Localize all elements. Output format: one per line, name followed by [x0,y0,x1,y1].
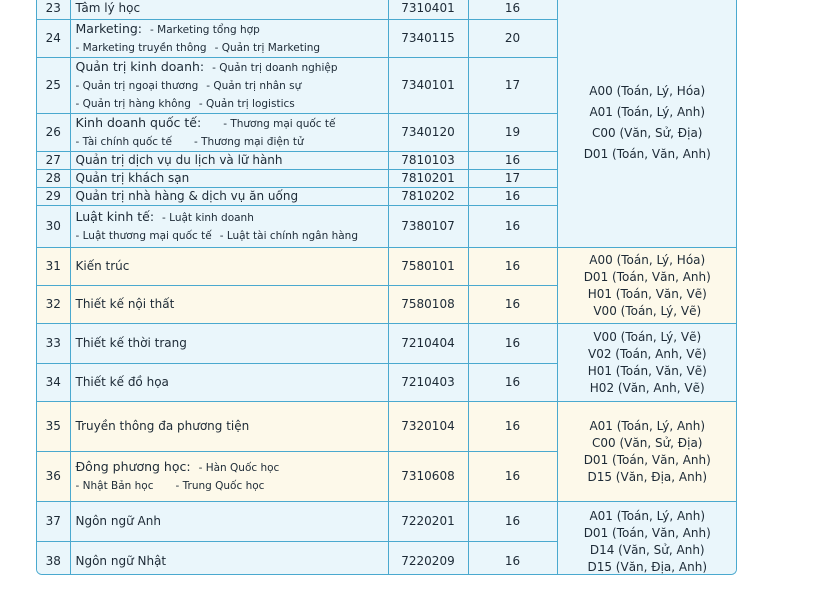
score: 16 [468,152,557,170]
combo-item: C00 (Văn, Sử, Địa) [592,125,703,140]
combo-item: V00 (Toán, Lý, Vẽ) [593,303,702,318]
score: 16 [468,0,557,20]
table-row [37,402,737,452]
major-code: 7810103 [388,152,468,170]
sub-major: - Hàn Quốc học [198,462,280,474]
sub-major: - Quản trị doanh nghiệp [212,62,338,74]
major-name: Thiết kế nội thất [70,286,388,324]
major-code: 7220209 [388,542,468,576]
sub-major: - Marketing tổng hợp [150,24,260,36]
row-number: 25 [37,58,70,114]
major-name: Quản trị dịch vụ du lịch và lữ hành [70,152,388,170]
score: 16 [468,402,557,452]
row-number: 34 [37,364,70,402]
sub-major: - Quản trị logistics [198,98,295,110]
major-name-cell [70,452,388,502]
sub-major: - Marketing truyền thông [75,42,207,54]
subject-combinations [557,502,737,576]
subject-combinations [557,402,737,502]
sub-major: - Nhật Bản học [75,480,154,492]
combo-item: D15 (Văn, Địa, Anh) [587,469,708,484]
major-code: 7340115 [388,20,468,58]
score: 16 [468,364,557,402]
sub-major: - Luật thương mại quốc tế [75,230,212,242]
combo-item: D01 (Toán, Văn, Anh) [583,269,711,284]
table-row [37,324,737,364]
majors-table [37,0,737,575]
combo-item: D14 (Văn, Sử, Anh) [589,542,705,557]
row-number: 35 [37,402,70,452]
table-row [37,248,737,286]
score: 17 [468,170,557,188]
sub-major: - Quản trị ngoại thương [75,80,199,92]
row-number: 31 [37,248,70,286]
row-number: 32 [37,286,70,324]
row-number: 26 [37,114,70,152]
sub-major: - Thương mại quốc tế [223,118,336,130]
major-code: 7320104 [388,402,468,452]
major-name-cell [70,206,388,248]
sub-major: - Quản trị Marketing [214,42,321,54]
major-name: Ngôn ngữ Anh [70,502,388,542]
major-code: 7310401 [388,0,468,20]
combo-item: V02 (Toán, Anh, Vẽ) [587,346,707,361]
major-code: 7210403 [388,364,468,402]
combo-item: A01 (Toán, Lý, Anh) [589,104,706,119]
major-name: Kinh doanh quốc tế: [75,115,202,130]
score: 16 [468,248,557,286]
row-number: 38 [37,542,70,576]
major-name: Quản trị kinh doanh: [75,59,205,74]
sub-major: - Trung Quốc học [175,480,265,492]
row-number: 23 [37,0,70,20]
subject-combinations [557,324,737,402]
major-name-cell [70,58,388,114]
major-name-cell [70,114,388,152]
table-row [37,0,737,20]
sub-major: - Luật tài chính ngân hàng [219,230,358,242]
row-number: 27 [37,152,70,170]
score: 17 [468,58,557,114]
combo-item: A01 (Toán, Lý, Anh) [589,418,706,433]
major-code: 7380107 [388,206,468,248]
major-name: Kiến trúc [70,248,388,286]
major-name: Đông phương học: [75,459,191,474]
admission-table [36,0,737,575]
major-code: 7810201 [388,170,468,188]
major-code: 7340120 [388,114,468,152]
sub-major: - Quản trị nhân sự [206,80,302,92]
row-number: 24 [37,20,70,58]
major-name-cell [70,20,388,58]
combo-item: A01 (Toán, Lý, Anh) [589,508,706,523]
sub-major: - Tài chính quốc tế [75,136,172,148]
row-number: 33 [37,324,70,364]
score: 16 [468,542,557,576]
combo-item: D15 (Văn, Địa, Anh) [587,559,708,574]
major-name: Thiết kế đồ họa [70,364,388,402]
major-code: 7310608 [388,452,468,502]
sub-major: - Quản trị hàng không [75,98,191,110]
score: 16 [468,188,557,206]
row-number: 29 [37,188,70,206]
row-number: 28 [37,170,70,188]
row-number: 36 [37,452,70,502]
combo-item: A00 (Toán, Lý, Hóa) [589,252,706,267]
score: 16 [468,452,557,502]
sub-major: - Luật kinh doanh [162,212,254,224]
row-number: 30 [37,206,70,248]
major-code: 7580101 [388,248,468,286]
combo-item: H02 (Văn, Anh, Vẽ) [589,380,705,395]
combo-item: H01 (Toán, Văn, Vẽ) [587,286,707,301]
score: 16 [468,502,557,542]
major-code: 7810202 [388,188,468,206]
score: 16 [468,206,557,248]
major-name: Ngôn ngữ Nhật [70,542,388,576]
major-name: Truyền thông đa phương tiện [70,402,388,452]
combo-item: C00 (Văn, Sử, Địa) [592,435,703,450]
major-name: Quản trị nhà hàng & dịch vụ ăn uống [70,188,388,206]
sub-major: - Thương mại điện tử [193,136,304,148]
combo-item: D01 (Toán, Văn, Anh) [583,452,711,467]
table-row [37,502,737,542]
major-name: Luật kinh tế: [75,209,155,224]
combo-item: D01 (Toán, Văn, Anh) [583,146,711,161]
major-name: Quản trị khách sạn [70,170,388,188]
major-code: 7580108 [388,286,468,324]
score: 16 [468,286,557,324]
major-name: Tâm lý học [70,0,388,20]
major-code: 7210404 [388,324,468,364]
combo-item: H01 (Toán, Văn, Vẽ) [587,363,707,378]
score: 20 [468,20,557,58]
row-number: 37 [37,502,70,542]
major-code: 7340101 [388,58,468,114]
score: 16 [468,324,557,364]
combo-item: A00 (Toán, Lý, Hóa) [589,83,706,98]
major-name: Marketing: [75,21,143,36]
subject-combinations [557,248,737,324]
major-name: Thiết kế thời trang [70,324,388,364]
major-code: 7220201 [388,502,468,542]
combo-item: V00 (Toán, Lý, Vẽ) [593,329,702,344]
combo-item: D01 (Toán, Văn, Anh) [583,525,711,540]
subject-combinations [557,0,737,248]
score: 19 [468,114,557,152]
